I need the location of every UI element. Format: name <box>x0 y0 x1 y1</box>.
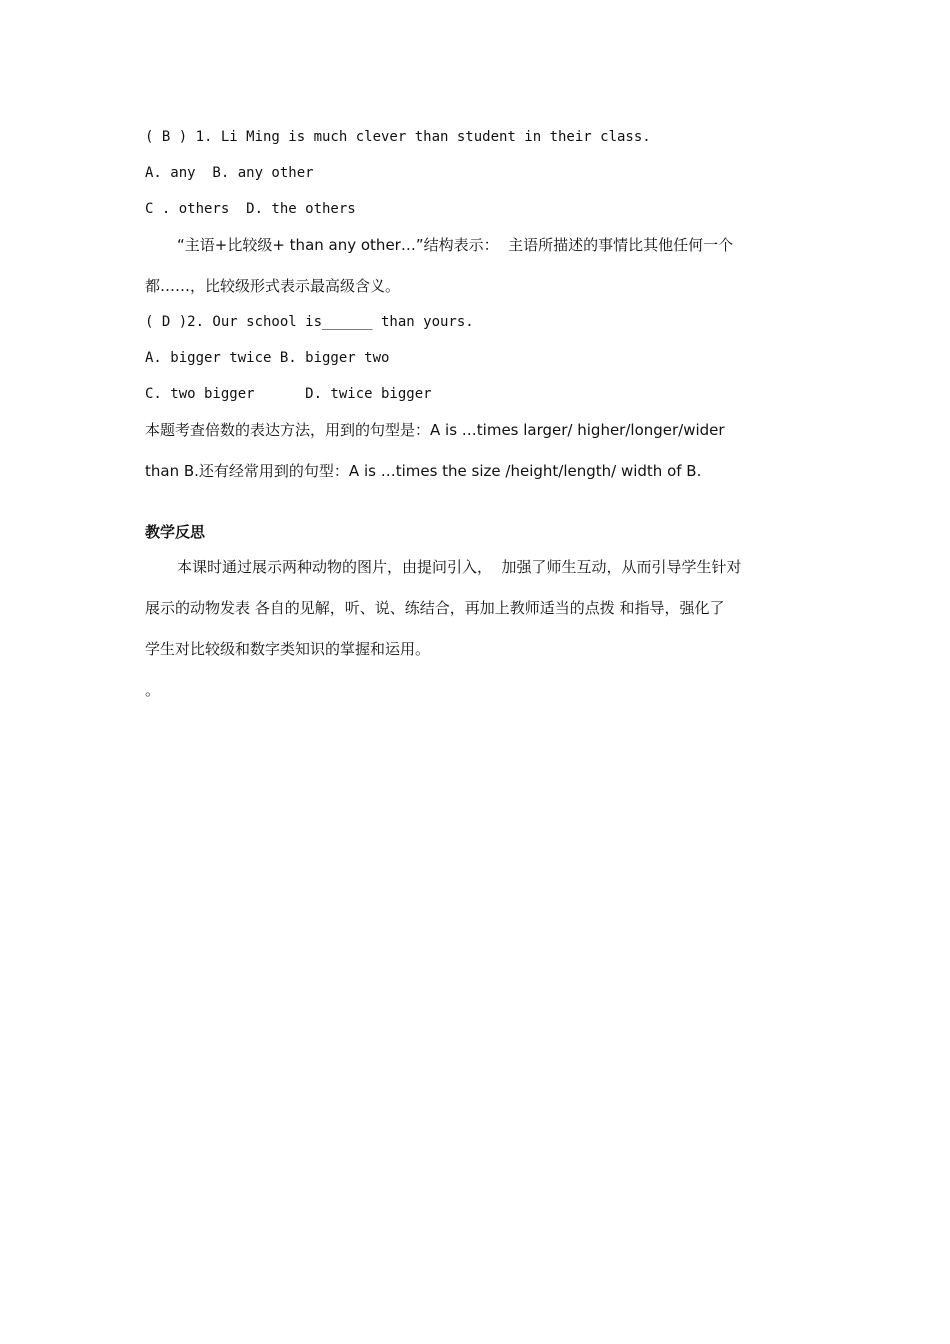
question-1-explanation-line-1: “主语+比较级+ than any other…”结构表示： 主语所描述的事情比其他任何一个 <box>177 236 734 254</box>
question-2-explanation-line-2: than B.还有经常用到的句型：A is …times the size /height/length/ width of B. <box>145 462 702 480</box>
question-2-options-cd: C. two bigger D. twice bigger <box>145 386 432 402</box>
question-1-options-cd: C . others D. the others <box>145 201 356 217</box>
reflection-heading: 教学反思 <box>145 523 206 541</box>
reflection-line-1: 本课时通过展示两种动物的图片，由提问引入， 加强了师生互动，从而引导学生针对 <box>177 558 742 576</box>
question-2-stem: ( D )2. Our school is______ than yours. <box>145 314 474 330</box>
question-1-stem: ( B ) 1. Li Ming is much clever than student in their class. <box>145 129 651 145</box>
reflection-end-mark: 。 <box>145 681 161 699</box>
reflection-line-3: 学生对比较级和数字类知识的掌握和运用。 <box>145 640 431 658</box>
question-1-explanation-line-2: 都……，比较级形式表示最高级含义。 <box>145 277 401 295</box>
reflection-line-2: 展示的动物发表 各自的见解，听、说、练结合，再加上教师适当的点拨 和指导，强化了 <box>145 599 725 617</box>
question-2-explanation-line-1: 本题考查倍数的表达方法，用到的句型是：A is …times larger/ higher/longer/wider <box>145 421 725 439</box>
question-2-options-ab: A. bigger twice B. bigger two <box>145 350 390 366</box>
question-1-options-ab: A. any B. any other <box>145 165 314 181</box>
